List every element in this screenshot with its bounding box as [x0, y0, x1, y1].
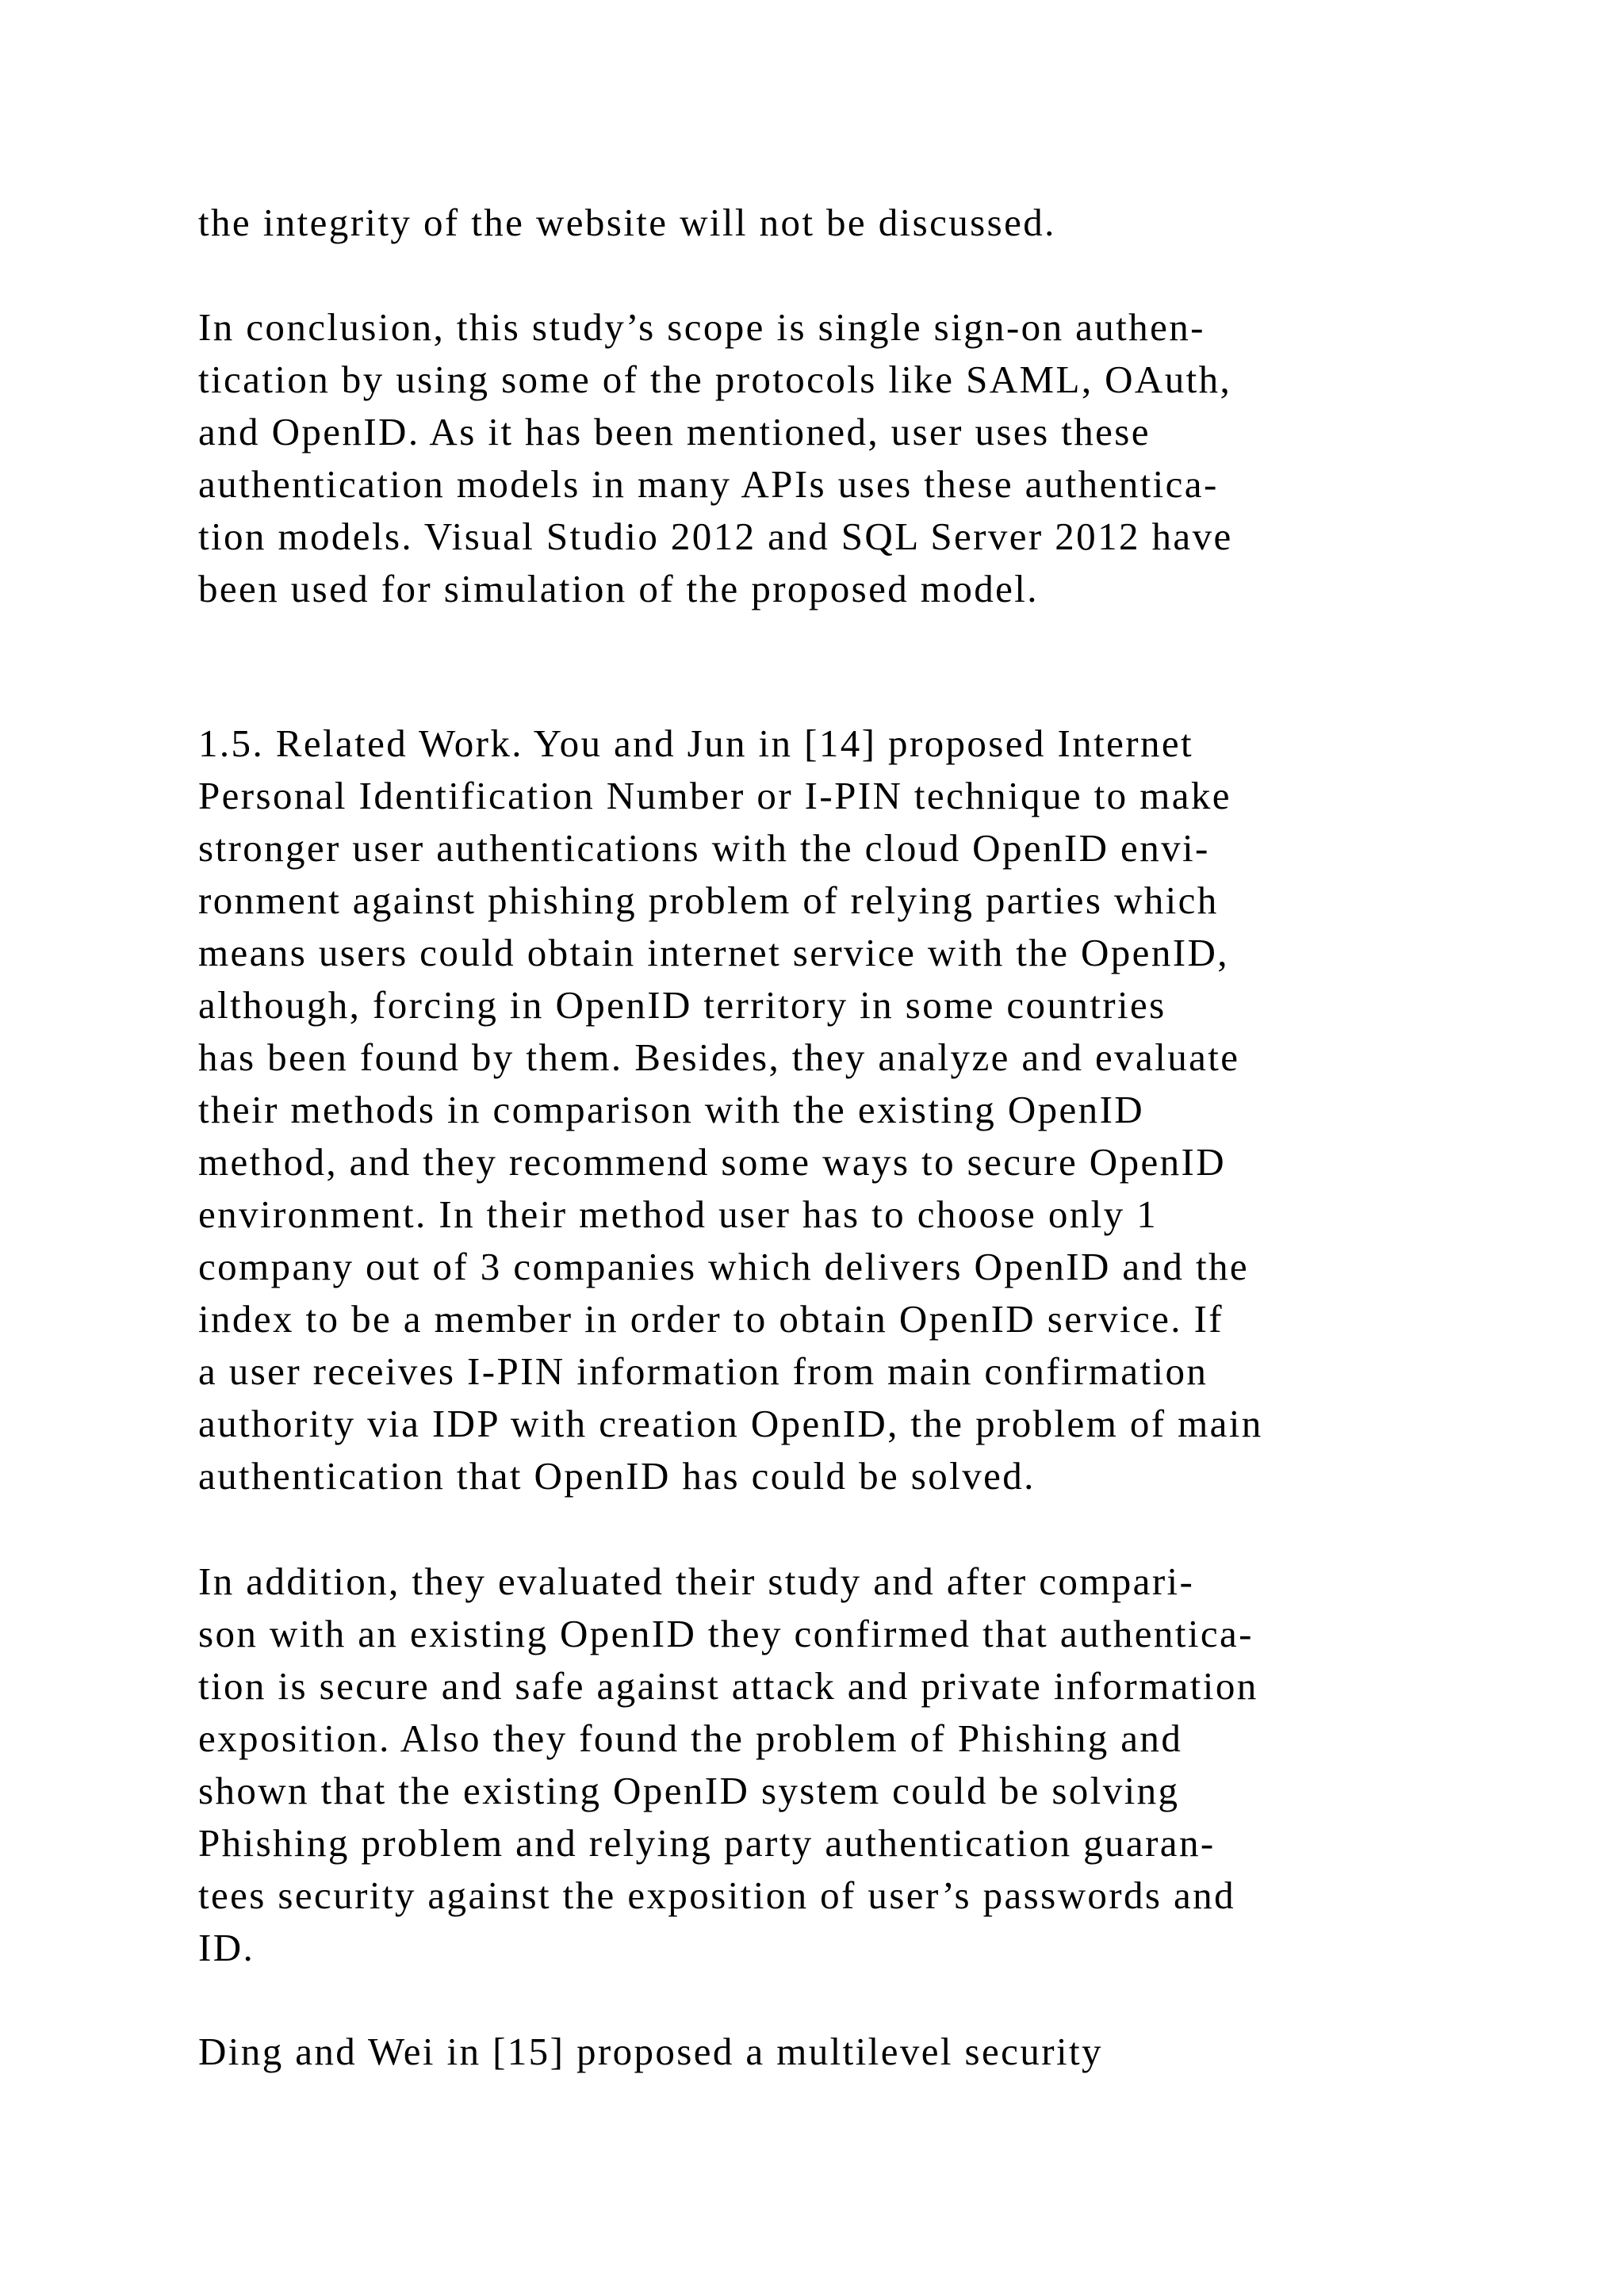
paragraph-integrity-note — [198, 197, 1435, 249]
text-line: In addition, they evaluated their study and after compari- — [198, 1559, 1195, 1603]
text-line: Phishing problem and relying party authentication guaran- — [198, 1821, 1216, 1865]
text-line: has been found by them. Besides, they analyze and evaluate — [198, 1035, 1240, 1079]
text-line: been used for simulation of the proposed model. — [198, 567, 1039, 610]
text-line: tication by using some of the protocols like SAML, OAuth, — [198, 358, 1232, 401]
text-line: tion models. Visual Studio 2012 and SQL Server 2012 have — [198, 515, 1233, 558]
text-line: their methods in comparison with the existing OpenID — [198, 1088, 1145, 1131]
text-line: company out of 3 companies which delivers OpenID and the — [198, 1245, 1250, 1288]
text-line: authority via IDP with creation OpenID, the problem of main — [198, 1402, 1263, 1445]
text-line: 1.5. Related Work. You and Jun in [14] proposed Internet — [198, 721, 1194, 765]
text-line: a user receives I-PIN information from main confirmation — [198, 1349, 1208, 1393]
paragraph-evaluation — [198, 1556, 1435, 1974]
text-line: exposition. Also they found the problem of Phishing and — [198, 1716, 1183, 1760]
text-line: stronger user authentications with the cloud OpenID envi- — [198, 826, 1210, 870]
text-line: ID. — [198, 1926, 255, 1969]
paragraph-ding-wei — [198, 2026, 1435, 2078]
text-line: son with an existing OpenID they confirmed that authentica- — [198, 1612, 1254, 1655]
text-line: and OpenID. As it has been mentioned, user uses these — [198, 410, 1151, 453]
text-line: index to be a member in order to obtain OpenID service. If — [198, 1297, 1224, 1341]
text-line: method, and they recommend some ways to secure OpenID — [198, 1140, 1227, 1184]
text-line: Ding and Wei in [15] proposed a multilevel security — [198, 2030, 1103, 2073]
text-line: environment. In their method user has to choose only 1 — [198, 1192, 1159, 1236]
text-line: tion is secure and safe against attack and private information — [198, 1664, 1258, 1708]
text-line: means users could obtain internet service with the OpenID, — [198, 931, 1229, 974]
text-line: shown that the existing OpenID system could be solving — [198, 1769, 1180, 1812]
text-line: Personal Identification Number or I-PIN technique to make — [198, 774, 1231, 817]
text-line: authentication that OpenID has could be solved. — [198, 1454, 1036, 1498]
text-line: the integrity of the website will not be discussed. — [198, 201, 1056, 244]
text-line: tees security against the exposition of user’s passwords and — [198, 1873, 1235, 1917]
text-line: ronment against phishing problem of relying parties which — [198, 878, 1219, 922]
text-line: authentication models in many APIs uses these authentica- — [198, 462, 1219, 506]
paragraph-related-work — [198, 718, 1435, 1502]
text-line: In conclusion, this study’s scope is single sign-on authen- — [198, 305, 1205, 349]
paragraph-conclusion — [198, 301, 1435, 615]
text-line: although, forcing in OpenID territory in some countries — [198, 983, 1166, 1027]
